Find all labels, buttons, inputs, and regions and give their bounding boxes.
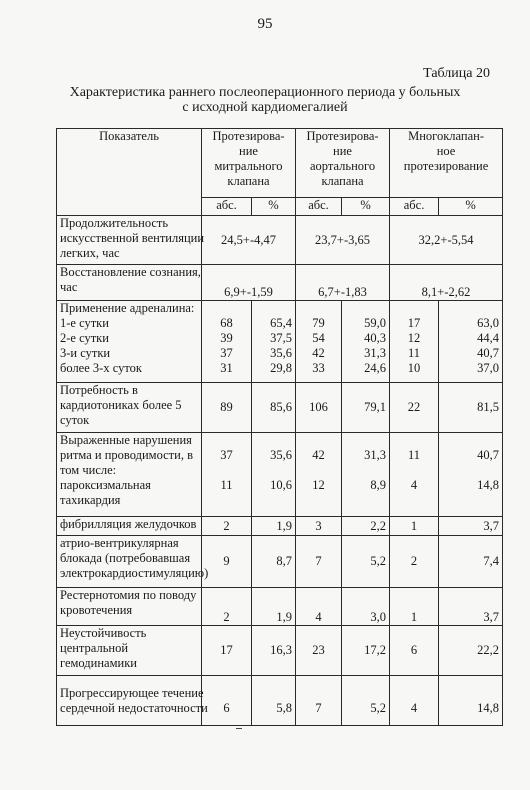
row-label-line: Неустойчивость	[60, 626, 147, 640]
header-text: клапана	[321, 174, 364, 188]
mean-value: 8,1+-2,62	[390, 265, 503, 301]
cell-value: 37	[220, 346, 233, 360]
cell-value: 10	[407, 361, 421, 375]
abs-cell: 106	[296, 383, 342, 433]
pct-cell: 3,7	[439, 588, 503, 626]
mean-value: 24,5+-4,47	[202, 216, 296, 265]
pct-cell: 81,5	[439, 383, 503, 433]
subheader-abs: абс.	[390, 198, 439, 216]
cell-value: 42	[312, 346, 325, 360]
header-text: митрального	[214, 159, 283, 173]
pct-cell: 17,2	[342, 626, 390, 676]
cell-value: 37,5	[270, 331, 293, 345]
row-label-line: 3-и сутки	[60, 346, 111, 360]
cell-value: 35,6	[270, 448, 293, 462]
row-label	[57, 536, 209, 588]
scan-mark	[236, 728, 242, 729]
cell-value: 11	[408, 346, 421, 360]
abs-cell	[296, 301, 342, 383]
table-row	[57, 676, 503, 726]
row-label-line: легких, час	[60, 246, 120, 260]
cell-value: 4	[410, 700, 418, 715]
row-label	[57, 383, 202, 433]
cell-value: 65,4	[270, 316, 293, 330]
row-label: фибрилляция желудочков	[57, 517, 202, 536]
cell-value: 6	[223, 700, 230, 715]
row-label-line: сердечной недостаточности	[60, 700, 208, 715]
caption-line: Характеристика раннего послеоперационного периода у больных	[69, 85, 461, 100]
abs-cell: 89	[202, 383, 252, 433]
row-label	[57, 588, 202, 626]
row-label-line: центральной	[60, 641, 129, 655]
abs-cell	[390, 301, 439, 383]
cell-value: 31,3	[364, 346, 387, 360]
row-label-line: Потребность в	[60, 383, 138, 397]
header-text: ние	[333, 144, 352, 158]
abs-cell	[390, 433, 439, 517]
abs-cell: 23	[296, 626, 342, 676]
pct-cell: 7,4	[439, 536, 503, 588]
cell-value: 11	[220, 478, 233, 492]
row-label	[57, 265, 202, 301]
cell-value: 17	[407, 316, 421, 330]
table-caption	[40, 84, 490, 114]
cell-value: 39	[220, 331, 233, 345]
header-aortic	[296, 129, 390, 198]
row-label-line: Продолжительность	[60, 216, 169, 230]
subheader-pct: %	[252, 198, 296, 216]
row-label-line: Прогрессирующее течение	[60, 685, 204, 700]
page-number: 95	[257, 16, 273, 32]
cell-value: 31	[220, 361, 233, 375]
cell-value: 35,6	[270, 346, 293, 360]
pct-cell: 8,7	[252, 536, 296, 588]
cell-value: 10,6	[270, 478, 293, 492]
header-indicator: Показатель	[57, 129, 202, 216]
row-label-line: ритма и проводимости, в	[60, 448, 193, 462]
cell-value: 40,7	[477, 346, 500, 360]
cell-value: 12	[407, 331, 421, 345]
table-label: Таблица 20	[423, 66, 490, 81]
abs-cell	[202, 301, 252, 383]
abs-cell	[296, 676, 342, 726]
cell-value: 40,7	[477, 448, 500, 462]
header-text: ное	[436, 144, 456, 158]
pct-cell	[252, 676, 296, 726]
row-label-line: 1-е сутки	[60, 316, 109, 330]
mean-value: 32,2+-5,54	[390, 216, 503, 265]
cell-value: 4	[410, 478, 418, 492]
header-text: протезирование	[403, 159, 489, 173]
cell-value: 5,2	[370, 700, 387, 715]
row-label-line: кардиотониках более 5	[60, 398, 182, 412]
pct-cell	[252, 433, 296, 517]
row-label-line: Рестернотомия по поводу	[60, 588, 197, 602]
abs-cell	[296, 433, 342, 517]
abs-cell	[202, 676, 252, 726]
row-label-line: 2-е сутки	[60, 331, 109, 345]
table-row	[57, 626, 503, 676]
abs-cell: 2	[202, 517, 252, 536]
cell-value: 54	[312, 331, 325, 345]
abs-cell: 7	[296, 536, 342, 588]
row-label-line: Восстановление сознания,	[60, 265, 201, 279]
header-mitral	[202, 129, 296, 198]
header-text: ние	[239, 144, 258, 158]
pct-cell: 1,9	[252, 588, 296, 626]
mean-value: 6,9+-1,59	[202, 265, 296, 301]
pct-cell: 3,7	[439, 517, 503, 536]
row-label	[57, 216, 205, 265]
cell-value: 29,8	[270, 361, 293, 375]
abs-cell: 3	[296, 517, 342, 536]
pct-cell	[342, 301, 390, 383]
abs-cell	[202, 433, 252, 517]
cell-value: 59,0	[364, 316, 387, 330]
abs-cell: 1	[390, 588, 439, 626]
row-label-line: гемодинамики	[60, 656, 137, 670]
cell-value: 7	[315, 700, 322, 715]
table-row	[57, 433, 503, 517]
cell-value: 14,8	[477, 478, 500, 492]
cell-value: 68	[220, 316, 233, 330]
results-table	[56, 128, 503, 726]
row-label-line: суток	[60, 413, 90, 427]
abs-cell	[390, 676, 439, 726]
pct-cell: 16,3	[252, 626, 296, 676]
pct-cell: 79,1	[342, 383, 390, 433]
cell-value: 33	[312, 361, 325, 375]
row-label-line: час	[60, 280, 78, 294]
subheader-pct: %	[342, 198, 390, 216]
cell-value: 44,4	[477, 331, 500, 345]
row-label-line: тахикардия	[60, 493, 121, 507]
cell-value: 63,0	[477, 316, 500, 330]
pct-cell	[439, 433, 503, 517]
subheader-pct: %	[439, 198, 503, 216]
abs-cell: 9	[202, 536, 252, 588]
row-label	[57, 626, 202, 676]
header-row	[57, 129, 503, 198]
header-text: клапана	[227, 174, 270, 188]
table-row	[57, 536, 503, 588]
cell-value: 37,0	[477, 361, 500, 375]
table-row	[57, 517, 503, 536]
pct-cell	[252, 301, 296, 383]
row-label-line: атрио-вентрикулярная	[60, 536, 179, 550]
pct-cell	[342, 433, 390, 517]
cell-value: 8,9	[370, 478, 387, 492]
row-label	[57, 433, 202, 517]
cell-value: 24,6	[364, 361, 387, 375]
row-label-line: блокада (потребовавшая	[60, 551, 191, 565]
row-label	[57, 301, 202, 383]
pct-cell: 5,2	[342, 536, 390, 588]
cell-value: 40,3	[364, 331, 387, 345]
caption-line: с исходной кардиомегалией	[182, 100, 348, 115]
row-label-line: электрокардиостимуляцию)	[60, 566, 209, 580]
abs-cell: 1	[390, 517, 439, 536]
pct-cell: 85,6	[252, 383, 296, 433]
header-text: Протезирова-	[306, 129, 379, 143]
row-label-line: пароксизмальная	[60, 478, 151, 492]
cell-value: 14,8	[477, 700, 500, 715]
row-label-line: том числе:	[60, 463, 117, 477]
abs-cell: 2	[202, 588, 252, 626]
table-row	[57, 383, 503, 433]
cell-value: 11	[408, 448, 421, 462]
header-text: аортального	[309, 159, 376, 173]
pct-cell: 2,2	[342, 517, 390, 536]
subheader-abs: абс.	[296, 198, 342, 216]
table-row	[57, 216, 503, 265]
abs-cell: 6	[390, 626, 439, 676]
cell-value: 31,3	[364, 448, 387, 462]
pct-cell: 1,9	[252, 517, 296, 536]
pct-cell	[439, 301, 503, 383]
abs-cell: 17	[202, 626, 252, 676]
row-label-line: более 3-х суток	[60, 361, 142, 375]
row-label-line: кровотечения	[60, 603, 133, 617]
mean-value: 6,7+-1,83	[296, 265, 390, 301]
row-label	[57, 676, 208, 726]
subheader-abs: абс.	[202, 198, 252, 216]
cell-value: 79	[312, 316, 325, 330]
header-multivalve	[390, 129, 503, 198]
table-row	[57, 301, 503, 383]
table-row	[57, 588, 503, 626]
table-row	[57, 265, 503, 301]
abs-cell: 22	[390, 383, 439, 433]
pct-cell: 22,2	[439, 626, 503, 676]
row-label-line: Выраженные нарушения	[60, 433, 192, 447]
abs-cell: 2	[390, 536, 439, 588]
cell-value: 37	[220, 448, 233, 462]
header-text: Многоклапан-	[408, 129, 484, 143]
cell-value: 5,8	[276, 700, 293, 715]
row-label-line: искусственной вентиляции	[60, 231, 205, 245]
cell-value: 12	[312, 478, 325, 492]
header-text: Протезирова-	[212, 129, 285, 143]
pct-cell	[342, 676, 390, 726]
cell-value: 42	[312, 448, 325, 462]
pct-cell: 3,0	[342, 588, 390, 626]
pct-cell	[439, 676, 503, 726]
abs-cell: 4	[296, 588, 342, 626]
mean-value: 23,7+-3,65	[296, 216, 390, 265]
row-label-line: Применение адреналина:	[60, 301, 195, 315]
